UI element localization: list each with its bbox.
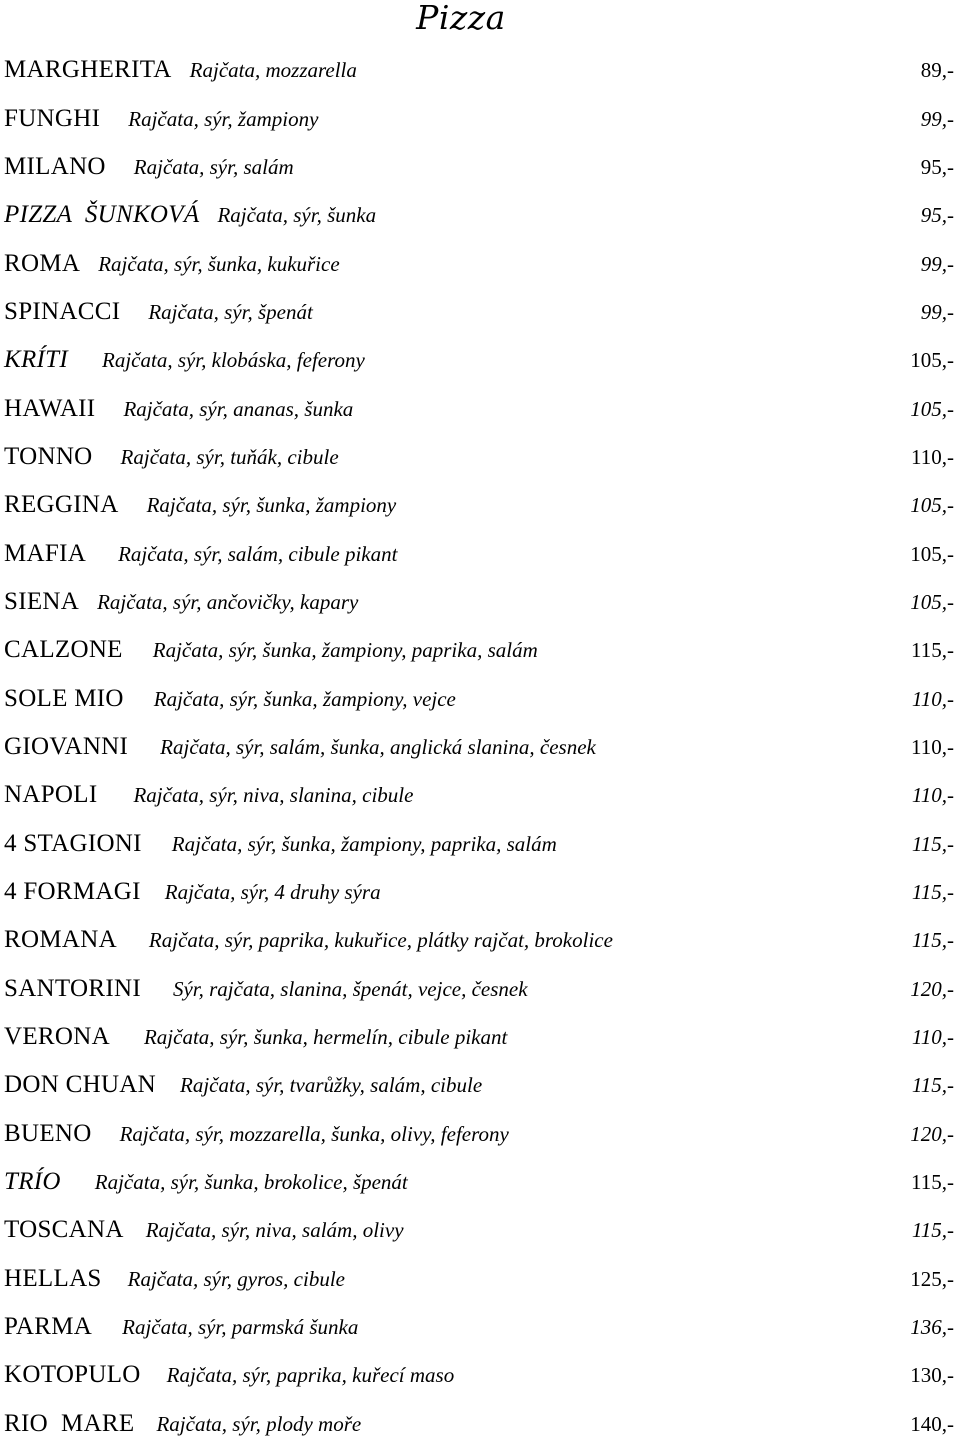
menu-item xyxy=(0,529,960,577)
item-name: SOLE MIO xyxy=(4,684,124,712)
item-name: BUENO xyxy=(4,1119,92,1147)
item-name: ROMANA xyxy=(4,926,117,954)
item-description: Rajčata, sýr, šunka, žampiony, paprika, salám xyxy=(152,638,538,663)
item-description: Rajčata, sýr, šunka xyxy=(217,203,377,228)
menu-list xyxy=(0,46,960,1448)
menu-item xyxy=(0,1013,960,1061)
item-description: Rajčata, sýr, šunka, brokolice, špenát xyxy=(94,1170,408,1195)
menu-item xyxy=(0,191,960,239)
item-name: TOSCANA xyxy=(4,1216,124,1244)
item-price: 136,- xyxy=(910,1315,954,1340)
item-name: SPINACCI xyxy=(4,297,121,325)
menu-item xyxy=(0,868,960,916)
item-description: Rajčata, sýr, gyros, cibule xyxy=(127,1266,345,1291)
item-name: SANTORINI xyxy=(4,974,141,1002)
item-price: 105,- xyxy=(910,541,954,566)
menu-item xyxy=(0,1255,960,1303)
item-price: 115,- xyxy=(911,1218,954,1243)
item-price: 99,- xyxy=(920,251,954,276)
item-price: 115,- xyxy=(911,831,954,856)
menu-item xyxy=(0,433,960,481)
item-name: GIOVANNI xyxy=(4,732,129,760)
item-description: Rajčata, sýr, tuňák, cibule xyxy=(120,444,339,469)
item-name: DON CHUAN xyxy=(4,1071,157,1099)
item-description: Sýr, rajčata, slanina, špenát, vejce, česnek xyxy=(172,976,528,1001)
menu-item xyxy=(0,94,960,142)
item-name: CALZONE xyxy=(4,636,123,664)
menu-item xyxy=(0,143,960,191)
menu-item xyxy=(0,1351,960,1399)
item-description: Rajčata, sýr, šunka, žampiony xyxy=(146,493,397,518)
item-description: Rajčata, sýr, žampiony xyxy=(128,106,319,131)
menu-item xyxy=(0,723,960,771)
item-description: Rajčata, sýr, 4 druhy sýra xyxy=(164,880,381,905)
item-name: KRÍTI xyxy=(4,346,68,374)
item-price: 99,- xyxy=(920,299,954,324)
item-description: Rajčata, mozzarella xyxy=(189,58,357,83)
item-price: 110,- xyxy=(911,783,954,808)
item-price: 105,- xyxy=(910,493,954,518)
item-price: 120,- xyxy=(910,976,954,1001)
item-name: ROMA xyxy=(4,249,81,277)
item-price: 105,- xyxy=(910,589,954,614)
menu-item xyxy=(0,384,960,432)
menu-item xyxy=(0,771,960,819)
item-description: Rajčata, sýr, šunka, hermelín, cibule pikant xyxy=(143,1025,508,1050)
menu-item xyxy=(0,1206,960,1254)
item-description: Rajčata, sýr, tvarůžky, salám, cibule xyxy=(180,1073,483,1098)
item-name: MILANO xyxy=(4,152,106,180)
item-name: HAWAII xyxy=(4,394,96,422)
item-description: Rajčata, sýr, niva, salám, olivy xyxy=(145,1218,404,1243)
menu-item xyxy=(0,1110,960,1158)
item-price: 110,- xyxy=(911,1025,954,1050)
item-price: 99,- xyxy=(920,106,954,131)
item-description: Rajčata, sýr, mozzarella, šunka, olivy, feferony xyxy=(119,1121,509,1146)
item-description: Rajčata, sýr, plody moře xyxy=(156,1411,362,1436)
menu-item xyxy=(0,916,960,964)
menu-item xyxy=(0,578,960,626)
menu-item xyxy=(0,1061,960,1109)
item-name: FUNGHI xyxy=(4,104,101,132)
item-name: MARGHERITA xyxy=(4,56,172,84)
menu-item xyxy=(0,239,960,287)
item-description: Rajčata, sýr, parmská šunka xyxy=(122,1315,359,1340)
item-description: Rajčata, sýr, salám, šunka, anglická slanina, česnek xyxy=(160,734,596,759)
item-description: Rajčata, sýr, šunka, žampiony, paprika, salám xyxy=(171,831,557,856)
menu-item xyxy=(0,336,960,384)
item-name: TRÍO xyxy=(4,1168,61,1196)
item-name: RIO MARE xyxy=(4,1409,135,1437)
item-price: 115,- xyxy=(911,1170,954,1195)
item-description: Rajčata, sýr, špenát xyxy=(148,299,313,324)
menu-item xyxy=(0,1303,960,1351)
item-name: NAPOLI xyxy=(4,781,98,809)
item-price: 115,- xyxy=(911,1073,954,1098)
item-description: Rajčata, sýr, salám xyxy=(133,154,294,179)
item-name: 4 FORMAGI xyxy=(4,878,141,906)
item-description: Rajčata, sýr, klobáska, feferony xyxy=(102,348,365,373)
item-price: 95,- xyxy=(920,154,954,179)
menu-item xyxy=(0,46,960,94)
item-price: 110,- xyxy=(911,444,954,469)
menu-item xyxy=(0,626,960,674)
menu-item xyxy=(0,820,960,868)
menu-item xyxy=(0,965,960,1013)
item-description: Rajčata, sýr, ananas, šunka xyxy=(123,396,354,421)
item-name: VERONA xyxy=(4,1023,110,1051)
item-name: PIZZA ŠUNKOVÁ xyxy=(4,201,200,229)
item-price: 140,- xyxy=(910,1411,954,1436)
item-price: 105,- xyxy=(910,396,954,421)
item-name: HELLAS xyxy=(4,1264,102,1292)
menu-item xyxy=(0,674,960,722)
menu-item xyxy=(0,481,960,529)
item-price: 115,- xyxy=(911,880,954,905)
item-price: 130,- xyxy=(910,1363,954,1388)
item-price: 95,- xyxy=(920,203,954,228)
item-description: Rajčata, sýr, ančovičky, kapary xyxy=(97,589,359,614)
item-name: 4 STAGIONI xyxy=(4,829,142,857)
item-name: MAFIA xyxy=(4,539,87,567)
menu-item xyxy=(0,1400,960,1448)
item-description: Rajčata, sýr, paprika, kuřecí maso xyxy=(166,1363,455,1388)
item-price: 115,- xyxy=(911,928,954,953)
item-name: SIENA xyxy=(4,587,80,615)
item-price: 105,- xyxy=(910,348,954,373)
item-description: Rajčata, sýr, šunka, žampiony, vejce xyxy=(153,686,456,711)
item-price: 89,- xyxy=(920,58,954,83)
item-price: 120,- xyxy=(910,1121,954,1146)
item-name: PARMA xyxy=(4,1313,93,1341)
item-price: 125,- xyxy=(910,1266,954,1291)
item-price: 110,- xyxy=(911,734,954,759)
menu-item xyxy=(0,288,960,336)
item-price: 110,- xyxy=(911,686,954,711)
item-description: Rajčata, sýr, paprika, kukuřice, plátky rajčat, brokolice xyxy=(148,928,613,953)
menu-item xyxy=(0,1158,960,1206)
item-name: REGGINA xyxy=(4,491,119,519)
item-description: Rajčata, sýr, šunka, kukuřice xyxy=(98,251,340,276)
item-name: KOTOPULO xyxy=(4,1361,141,1389)
item-description: Rajčata, sýr, salám, cibule pikant xyxy=(118,541,398,566)
page-title: Pizza xyxy=(416,0,506,37)
item-price: 115,- xyxy=(911,638,954,663)
item-description: Rajčata, sýr, niva, slanina, cibule xyxy=(133,783,414,808)
item-name: TONNO xyxy=(4,442,93,470)
